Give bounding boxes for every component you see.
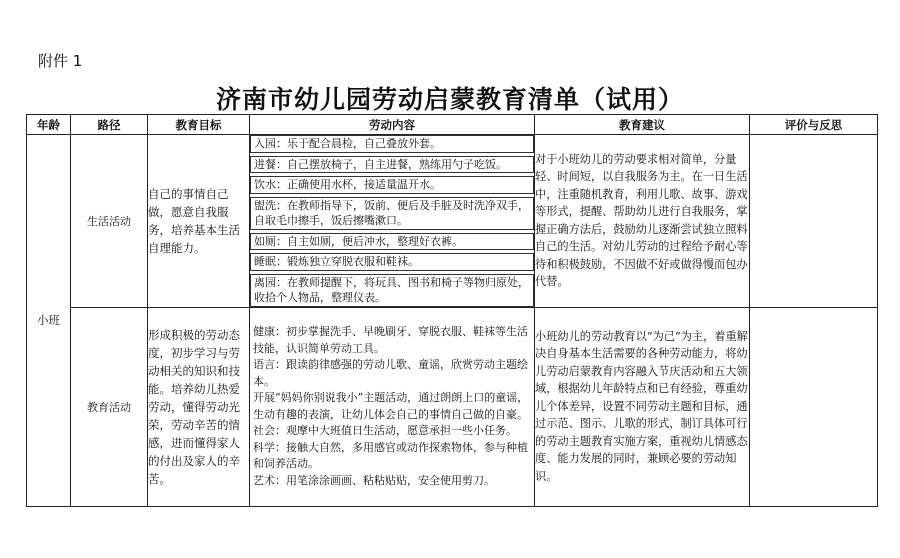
content-item: 科学：接触大自然，多用感官或动作探索物体，参与种植和饲养活动。: [253, 440, 528, 470]
path-cell-life: 生活活动: [71, 135, 148, 308]
goal-cell-education: 形成积极的劳动态度，初步学习与劳动相关的知识和技能。培养幼儿热爱劳动，懂得劳动光荣，劳动辛苦的情感，进而懂得家人的付出及家人的辛苦。: [148, 307, 250, 506]
advice-cell-life: 对于小班幼儿的劳动要求相对简单，分量轻、时间短，以自我服务为主。在一日生活中，注重随机教育，利用儿歌、故事、游戏等形式，提醒、帮助幼儿进行自我服务，掌握正确方法后，鼓励幼儿逐渐尝试独立照料自己的生活。对幼儿劳动的过程给予耐心等待和积极鼓励，不因做不好或做得慢而包办代替。: [535, 135, 750, 308]
content-item: 社会：观摩中大班值日生活动，愿意承担一些小任务。: [253, 424, 517, 437]
goal-cell-life: 自己的事情自己做，愿意自我服务，培养基本生活自理能力。: [148, 135, 250, 308]
header-age: 年龄: [27, 115, 71, 135]
content-item: 盥洗：在教师指导下，饭前、便后及手脏及时洗净双手，自取毛巾擦手，饭后擦嘴漱口。: [250, 197, 534, 230]
path-cell-education: 教育活动: [71, 307, 148, 506]
attachment-label: 附件 1: [38, 52, 83, 70]
content-item: 艺术：用笔涂涂画画、粘粘贴贴，安全使用剪刀。: [253, 473, 495, 487]
header-content: 劳动内容: [250, 115, 535, 135]
header-advice: 教育建议: [535, 115, 750, 135]
age-cell: 小班: [27, 135, 71, 507]
content-cell-education: [250, 307, 535, 506]
advice-cell-education: 小班幼儿的劳动教育以“为己”为主，着重解决自身基本生活需要的各种劳动能力，将幼儿劳动启蒙教育内容融入节庆活动和五大领域，根据幼儿年龄特点和已有经验，尊重幼儿个体差异，设置不同劳动主题和目标，通过示范、图示、儿歌的形式，制订具体可行的劳动主题教育实施方案，重视幼儿情感态度、能力发展的同时，兼顾必要的劳动知识。: [535, 307, 750, 506]
content-item: 语言：跟读韵律感强的劳动儿歌、童谣，欣赏劳动主题绘本。: [253, 358, 528, 388]
evaluation-cell-education: [750, 307, 878, 506]
header-path: 路径: [71, 115, 148, 135]
table-header-row: [27, 115, 878, 135]
header-evaluation: 评价与反思: [750, 115, 878, 135]
content-item: 进餐：自己摆放椅子，自主进餐，熟练用勺子吃饭。: [250, 156, 534, 174]
content-item: 入园：乐于配合晨检，自己叠放外套。: [250, 135, 534, 153]
table-row-life: [27, 135, 878, 308]
header-goal: 教育目标: [148, 115, 250, 135]
evaluation-cell-life: [750, 135, 878, 308]
content-item: 开展“妈妈你别说我小”主题活动，通过朗朗上口的童谣，生动有趣的表演，让幼儿体会自己的事情自己做的自豪。: [253, 391, 529, 421]
content-cell-life: [250, 135, 535, 308]
education-list-table: [26, 114, 878, 507]
table-row-education: [27, 307, 878, 506]
content-item: 离园：在教师提醒下，将玩具、图书和椅子等物归原处，收拾个人物品，整理仪表。: [250, 274, 534, 307]
content-item: 健康：初步掌握洗手、早晚刷牙、穿脱衣服、鞋袜等生活技能，认识简单劳动工具。: [253, 325, 528, 355]
content-item: 如厕：自主如厕，便后冲水，整理好衣裤。: [250, 233, 534, 251]
content-item: 饮水：正确使用水杯，接适量温开水。: [250, 176, 534, 194]
content-item: 睡眠：锻炼独立穿脱衣服和鞋袜。: [250, 253, 534, 271]
document-title: 济南市幼儿园劳动启蒙教育清单（试用）: [215, 85, 684, 114]
